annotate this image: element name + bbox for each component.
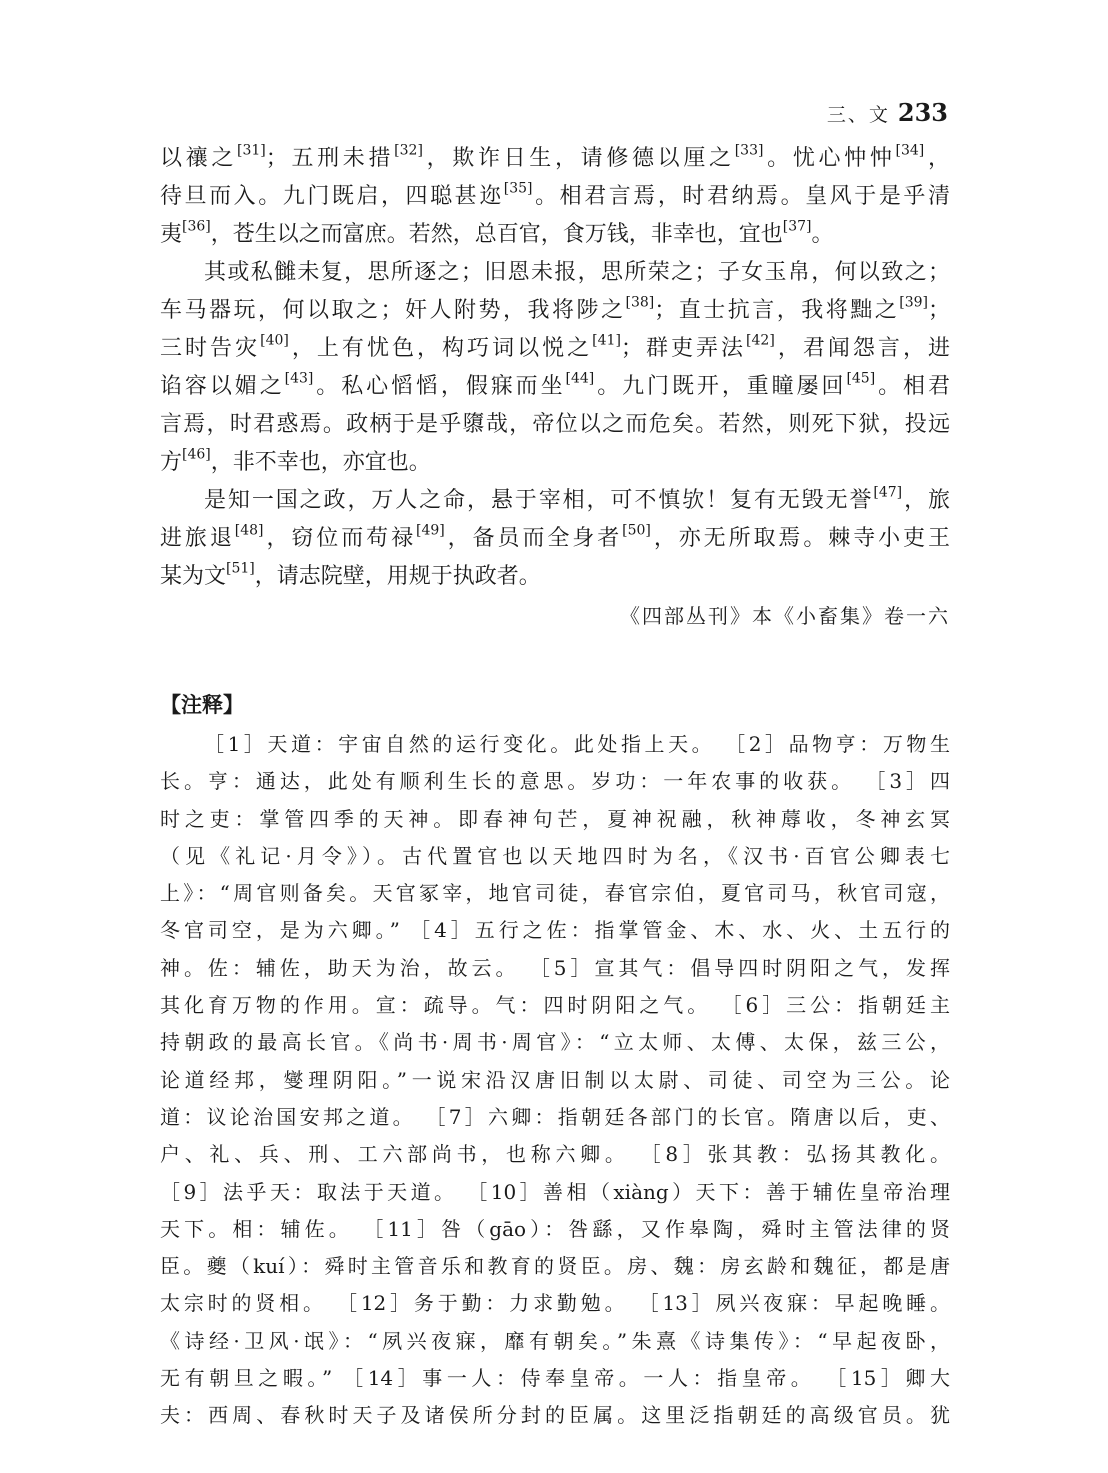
- text-line: 谄容以媚之[43]。私心慆慆，假寐而坐[44]。九门既开，重瞳屡回[45]。相君: [160, 370, 950, 399]
- footnote-ref: [36]: [182, 218, 211, 235]
- note-line: 时之吏：掌管四季的天神。即春神句芒，夏神祝融，秋神蓐收，冬神玄冥: [160, 806, 950, 831]
- note-line: 《诗经·卫风·氓》：“夙兴夜寐，靡有朝矣。”朱熹《诗集传》：“早起夜卧，: [160, 1328, 950, 1353]
- footnote-ref: [43]: [284, 370, 314, 387]
- text-line: 是知一国之政，万人之命，悬于宰相，可不慎欤！复有无毁无誉[47]，旅: [204, 484, 950, 513]
- footnote-ref: [31]: [237, 142, 266, 159]
- source-citation: 《四部丛刊》本《小畜集》卷一六: [620, 604, 950, 628]
- note-line: 户、礼、兵、刑、工六部尚书，也称六卿。 ［8］张其教：弘扬其教化。: [160, 1142, 950, 1167]
- text-line: 方[46]，非不幸也，亦宜也。: [160, 446, 431, 475]
- footnote-ref: [42]: [746, 332, 775, 349]
- footnote-ref: [39]: [899, 294, 928, 311]
- footnote-ref: [32]: [394, 142, 423, 159]
- text-line: 待旦而入。九门既启，四聪甚迩[35]。相君言焉，时君纳焉。皇风于是乎清: [160, 180, 950, 209]
- section-title: 三、文: [826, 104, 890, 126]
- footnote-ref: [33]: [734, 142, 764, 159]
- text-line: 车马器玩，何以取之；奸人附势，我将陟之[38]；直士抗言，我将黜之[39]；: [160, 294, 950, 323]
- footnote-ref: [49]: [416, 522, 445, 539]
- note-line: ［1］天道：宇宙自然的运行变化。此处指上天。 ［2］品物亨：万物生: [204, 732, 950, 756]
- footnote-ref: [37]: [782, 218, 812, 235]
- footnote-ref: [50]: [622, 522, 651, 539]
- footnote-ref: [44]: [565, 370, 595, 387]
- essay-text: [160, 140, 950, 596]
- footnote-ref: [35]: [503, 180, 533, 197]
- note-line: 其化育万物的作用。宣：疏导。气：四时阴阳之气。 ［6］三公：指朝廷主: [160, 993, 950, 1018]
- notes-heading: 【注释】: [160, 693, 244, 717]
- footnote-ref: [46]: [182, 446, 211, 463]
- text-line: 进旅退[48]，窃位而苟禄[49]，备员而全身者[50]，亦无所取焉。棘寺小吏王: [160, 522, 950, 551]
- page-number: 233: [897, 98, 948, 127]
- footnote-ref: [51]: [226, 560, 255, 577]
- note-line: 夫：西周、春秋时天子及诸侯所分封的臣属。这里泛指朝廷的高级官员。犹: [160, 1403, 950, 1428]
- notes-text: [160, 726, 950, 1435]
- text-line: 某为文[51]，请志院壁，用规于执政者。: [160, 560, 541, 589]
- note-line: 臣。夔（kuí）：舜时主管音乐和教育的贤臣。房、魏：房玄龄和魏征，都是唐: [160, 1254, 950, 1279]
- text-line: 夷[36]，苍生以之而富庶。若然，总百官，食万钱，非幸也，宜也[37]。: [160, 218, 834, 247]
- footnote-ref: [34]: [895, 142, 925, 159]
- note-line: 神。佐：辅佐，助天为治，故云。 ［5］宣其气：倡导四时阴阳之气，发挥: [160, 955, 950, 980]
- note-line: 天下。相：辅佐。 ［11］咎（gāo）：咎繇，又作皋陶，舜时主管法律的贤: [160, 1216, 950, 1241]
- text-line: 其或私雠未复，思所逐之；旧恩未报，思所荣之；子女玉帛，何以致之；: [204, 260, 950, 285]
- text-line: 言焉，时君惑焉。政柄于是乎隳哉，帝位以之而危矣。若然，则死下狱，投远: [160, 412, 950, 437]
- note-line: 太宗时的贤相。 ［12］务于勤：力求勤勉。 ［13］夙兴夜寐：早起晚睡。: [160, 1291, 950, 1316]
- footnote-ref: [38]: [625, 294, 655, 311]
- footnote-ref: [45]: [846, 370, 876, 387]
- note-line: 上》：“周官则备矣。天官冢宰，地官司徒，春官宗伯，夏官司马，秋官司寇，: [160, 881, 950, 906]
- footnote-ref: [47]: [873, 484, 903, 501]
- note-line: 持朝政的最高长官。《尚书·周书·周官》：“立太师、太傅、太保，兹三公，: [160, 1030, 950, 1055]
- note-line: 冬官司空，是为六卿。” ［4］五行之佐：指掌管金、木、水、火、土五行的: [160, 918, 950, 943]
- page-body: [160, 140, 950, 1435]
- note-line: ［9］法乎天：取法于天道。 ［10］善相（xiàng）天下：善于辅佐皇帝治理: [160, 1179, 950, 1204]
- footnote-ref: [48]: [234, 522, 264, 539]
- text-line: 以禳之[31]；五刑未措[32]，欺诈日生，请修德以厘之[33]。忧心忡忡[34]，: [160, 142, 950, 171]
- footnote-ref: [41]: [592, 332, 621, 349]
- note-line: 道：议论治国安邦之道。 ［7］六卿：指朝廷各部门的长官。隋唐以后，吏、: [160, 1104, 950, 1129]
- note-line: 无有朝旦之暇。” ［14］事一人：侍奉皇帝。一人：指皇帝。 ［15］卿大: [160, 1366, 950, 1391]
- text-line: 三时告灾[40]，上有忧色，构巧词以悦之[41]；群吏弄法[42]，君闻怨言，进: [160, 332, 950, 361]
- footnote-ref: [40]: [260, 332, 289, 349]
- note-line: 论道经邦，燮理阴阳。”一说宋沿汉唐旧制以太尉、司徒、司空为三公。论: [160, 1067, 950, 1092]
- note-line: （见《礼记·月令》）。古代置官也以天地四时为名，《汉书·百官公卿表七: [160, 843, 950, 868]
- running-header: [827, 98, 948, 127]
- note-line: 长。亨：通达，此处有顺利生长的意思。岁功：一年农事的收获。 ［3］四: [160, 769, 950, 794]
